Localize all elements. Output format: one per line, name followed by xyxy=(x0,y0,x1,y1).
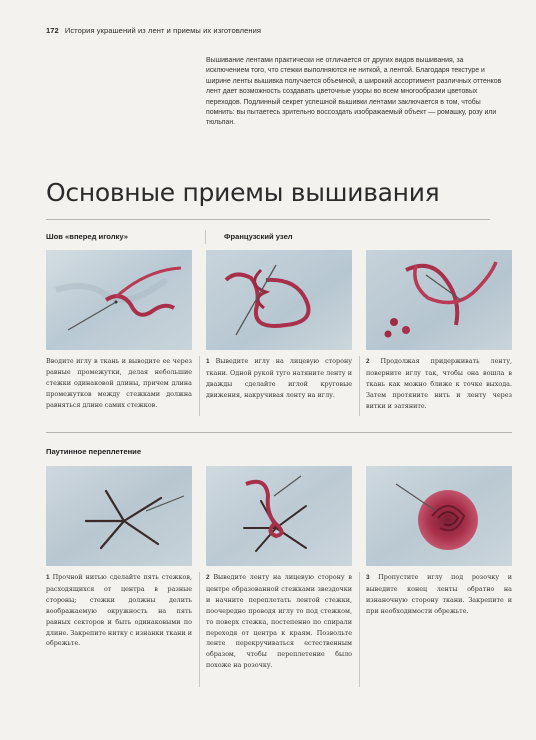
step-text: Пропустите иглу под розочку и выведите конец ленты обратно на изнаночную сторону ткани. Закрепите и при необходимости обрежьте. xyxy=(366,573,512,615)
photo-french-knot-2 xyxy=(366,250,512,350)
caption-web-weave-3 xyxy=(366,572,512,617)
running-title: История украшений из лент и приемы их изготовления xyxy=(64,26,262,35)
caption-running-stitch: Вводите иглу в ткань и выводите ее через равные промежутки, делая небольшие стежки одинаковой длины, причем длина промежутков между стежками должна равняться длине самих стежков. xyxy=(46,357,192,409)
photo-web-weave-3 xyxy=(366,466,512,566)
photo-web-weave-2 xyxy=(206,466,352,566)
heading-web-weave: Паутинное переплетение xyxy=(46,447,142,456)
step-text: Продолжая придерживать ленту, поверните иглу так, чтобы она вошла в ткань как можно ближе к точке выхода. Затем протяните нить и ленту через витки и затяните. xyxy=(366,357,512,410)
step-text: Прочной нитью сделайте пять стежков, расходящихся от центра в разные стороны; стежки должны делить воображаемую окружность на пять равных секторов и быть одинаковыми по длине. Закрепите нитку с изнанки ткани и обрежьте. xyxy=(46,573,192,648)
page-number: 172 xyxy=(46,26,59,35)
caption-web-weave-2 xyxy=(206,572,352,671)
step-number: 2 xyxy=(366,358,370,365)
step-number: 2 xyxy=(206,574,210,581)
heading-running-stitch: Шов «вперед иголку» xyxy=(46,232,128,241)
step-number: 1 xyxy=(206,358,210,365)
heading-french-knot: Французский узел xyxy=(224,232,293,241)
caption-divider xyxy=(199,356,200,416)
running-header xyxy=(46,26,261,35)
photo-running-stitch xyxy=(46,250,192,350)
step-text: Выведите ленту на лицевую сторону в центре образованной стежками звездочки и начните переплетать лентой стежки, поочередно проводя иглу то под стежком, то поверх стежка, постепенно по спирали переходя от центра к краям. Позвольте ленте перекручиваться естественным образом, чтобы переплетение было похоже на розочку. xyxy=(206,573,352,670)
step-text: Выведите иглу на лицевую сторону ткани. Одной рукой туго натяните ленту и дважды сделайте иглой круговые движения, накручивая ленту на иглу. xyxy=(206,357,352,399)
photo-web-weave-1 xyxy=(46,466,192,566)
section-divider xyxy=(205,230,206,244)
caption-divider xyxy=(199,572,200,687)
caption-french-knot-1 xyxy=(206,356,352,401)
caption-french-knot-2 xyxy=(366,356,512,412)
caption-divider xyxy=(359,356,360,416)
section-rule xyxy=(46,432,512,433)
title-divider xyxy=(46,219,490,220)
caption-web-weave-1 xyxy=(46,572,192,649)
step-number: 1 xyxy=(46,574,50,581)
intro-paragraph: Вышивание лентами практически не отличается от других видов вышивания, за исключением того, что стежки выполняются не ниткой, а лентой. Благодаря текстуре и ширине ленты вышивка получается объемной, а широкий ассортимент различных оттенков лент дает возможность создавать цветочные узоры во всем многообразии цветовых переходов. Подлинный секрет успешной вышивки лентами заключается в том, чтобы помнить: вы пытаетесь зрительно воссоздать изображаемый объект — ромашку, розу или тюльпан. xyxy=(206,57,502,127)
page-title: Основные приемы вышивания xyxy=(46,178,440,207)
step-number: 3 xyxy=(366,574,370,581)
photo-french-knot-1 xyxy=(206,250,352,350)
caption-divider xyxy=(359,572,360,687)
